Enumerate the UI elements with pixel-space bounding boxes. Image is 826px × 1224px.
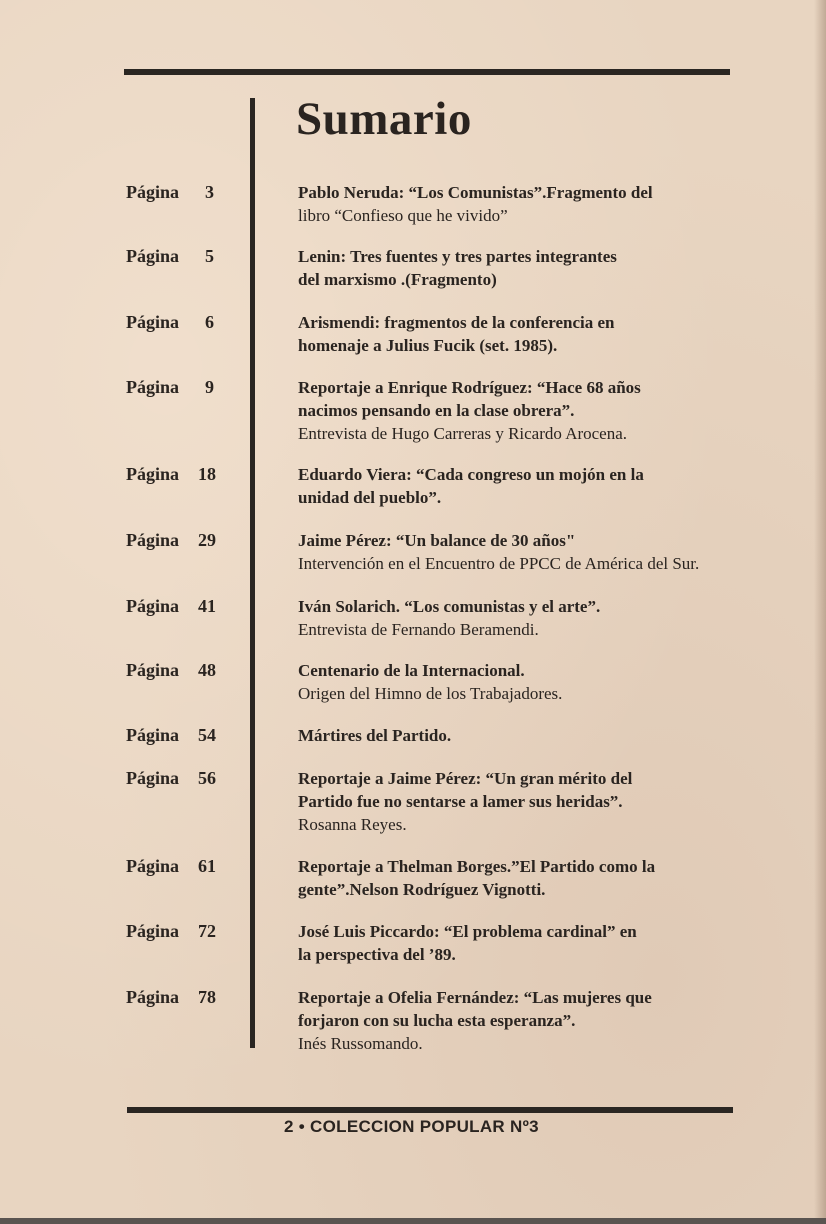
entry-title-line: Lenin: Tres fuentes y tres partes integrantes bbox=[298, 247, 617, 266]
entry-title-line: homenaje a Julius Fucik (set. 1985). bbox=[298, 336, 558, 355]
page-number: 9 bbox=[205, 377, 214, 397]
entry-title-line: Reportaje a Thelman Borges.”El Partido como la bbox=[298, 857, 656, 876]
page-word: Página bbox=[126, 768, 180, 788]
page-word: Página bbox=[126, 987, 180, 1007]
entry-title-line: Jaime Pérez: “Un balance de 30 años" bbox=[298, 531, 576, 550]
entry-title-line: Centenario de la Internacional. bbox=[298, 661, 525, 680]
entry-title-line: la perspectiva del ’89. bbox=[298, 945, 456, 964]
entry-credit-line: Rosanna Reyes. bbox=[298, 815, 407, 834]
entry-description bbox=[298, 920, 728, 966]
page-reference bbox=[126, 767, 214, 790]
page-word: Página bbox=[126, 464, 180, 484]
page-reference bbox=[126, 463, 214, 486]
page-number: 29 bbox=[198, 530, 216, 550]
page-reference bbox=[126, 181, 214, 204]
page-reference bbox=[126, 529, 214, 552]
entry-description bbox=[298, 529, 728, 575]
page-word: Página bbox=[126, 312, 180, 332]
page-word: Página bbox=[126, 596, 180, 616]
bottom-rule bbox=[127, 1107, 733, 1113]
page-reference bbox=[126, 311, 214, 334]
page-number: 54 bbox=[198, 725, 216, 745]
entry-credit-line: Entrevista de Hugo Carreras y Ricardo Arocena. bbox=[298, 424, 628, 443]
entry-title-line: Arismendi: fragmentos de la conferencia en bbox=[298, 313, 615, 332]
entry-description bbox=[298, 181, 728, 227]
footer-text: 2 • COLECCION POPULAR Nº3 bbox=[284, 1117, 539, 1136]
entry-description bbox=[298, 595, 728, 641]
page-word: Página bbox=[126, 182, 180, 202]
entry-description bbox=[298, 245, 728, 291]
entry-description bbox=[298, 986, 728, 1055]
page-edge-shadow bbox=[814, 0, 826, 1224]
entry-description bbox=[298, 376, 728, 445]
entry-description bbox=[298, 463, 728, 509]
page-reference bbox=[126, 659, 214, 682]
entry-title-line: Partido fue no sentarse a lamer sus heridas”. bbox=[298, 792, 623, 811]
page-reference bbox=[126, 920, 214, 943]
entry-credit-line: Entrevista de Fernando Beramendi. bbox=[298, 620, 539, 639]
page-word: Página bbox=[126, 377, 180, 397]
page-bottom-edge bbox=[0, 1218, 826, 1224]
entry-credit-line: Intervención en el Encuentro de PPCC de América del Sur. bbox=[298, 554, 700, 573]
entry-credit-line: libro “Confieso que he vivido” bbox=[298, 206, 508, 225]
page-word: Página bbox=[126, 856, 180, 876]
page-number: 56 bbox=[198, 768, 216, 788]
entry-title-line: Mártires del Partido. bbox=[298, 726, 452, 745]
entry-credit-line: Inés Russomando. bbox=[298, 1034, 423, 1053]
page-reference bbox=[126, 376, 214, 399]
page-word: Página bbox=[126, 725, 180, 745]
entry-title-line: Reportaje a Enrique Rodríguez: “Hace 68 años bbox=[298, 378, 641, 397]
entry-title-line: del marxismo .(Fragmento) bbox=[298, 270, 497, 289]
page-number: 18 bbox=[198, 464, 216, 484]
entry-credit-line: Origen del Himno de los Trabajadores. bbox=[298, 684, 563, 703]
entry-title-line: Pablo Neruda: “Los Comunistas”.Fragmento del bbox=[298, 183, 653, 202]
entry-title-line: José Luis Piccardo: “El problema cardinal” en bbox=[298, 922, 637, 941]
entry-title-line: nacimos pensando en la clase obrera”. bbox=[298, 401, 575, 420]
page-number: 5 bbox=[205, 246, 214, 266]
vertical-divider bbox=[250, 98, 255, 1048]
page-reference bbox=[126, 855, 214, 878]
page-number: 72 bbox=[198, 921, 216, 941]
page-reference bbox=[126, 986, 214, 1009]
page-number: 78 bbox=[198, 987, 216, 1007]
top-rule bbox=[124, 69, 730, 75]
entry-title-line: Reportaje a Ofelia Fernández: “Las mujeres que bbox=[298, 988, 652, 1007]
entry-description bbox=[298, 311, 728, 357]
entry-title-line: Eduardo Viera: “Cada congreso un mojón en la bbox=[298, 465, 644, 484]
entry-description bbox=[298, 659, 728, 705]
entry-description bbox=[298, 767, 728, 836]
entry-title-line: unidad del pueblo”. bbox=[298, 488, 442, 507]
page-number: 61 bbox=[198, 856, 216, 876]
page-word: Página bbox=[126, 921, 180, 941]
page-word: Página bbox=[126, 246, 180, 266]
entry-description bbox=[298, 724, 728, 747]
page-number: 3 bbox=[205, 182, 214, 202]
page-number: 6 bbox=[205, 312, 214, 332]
page-reference bbox=[126, 245, 214, 268]
entry-title-line: Reportaje a Jaime Pérez: “Un gran mérito del bbox=[298, 769, 633, 788]
entry-title-line: gente”.Nelson Rodríguez Vignotti. bbox=[298, 880, 546, 899]
page-word: Página bbox=[126, 530, 180, 550]
entry-description bbox=[298, 855, 728, 901]
page-reference bbox=[126, 724, 214, 747]
page-number: 41 bbox=[198, 596, 216, 616]
entry-title-line: forjaron con su lucha esta esperanza”. bbox=[298, 1011, 576, 1030]
page-word: Página bbox=[126, 660, 180, 680]
entry-title-line: Iván Solarich. “Los comunistas y el arte”. bbox=[298, 597, 601, 616]
page-number: 48 bbox=[198, 660, 216, 680]
page-title: Sumario bbox=[296, 93, 472, 145]
page-reference bbox=[126, 595, 214, 618]
